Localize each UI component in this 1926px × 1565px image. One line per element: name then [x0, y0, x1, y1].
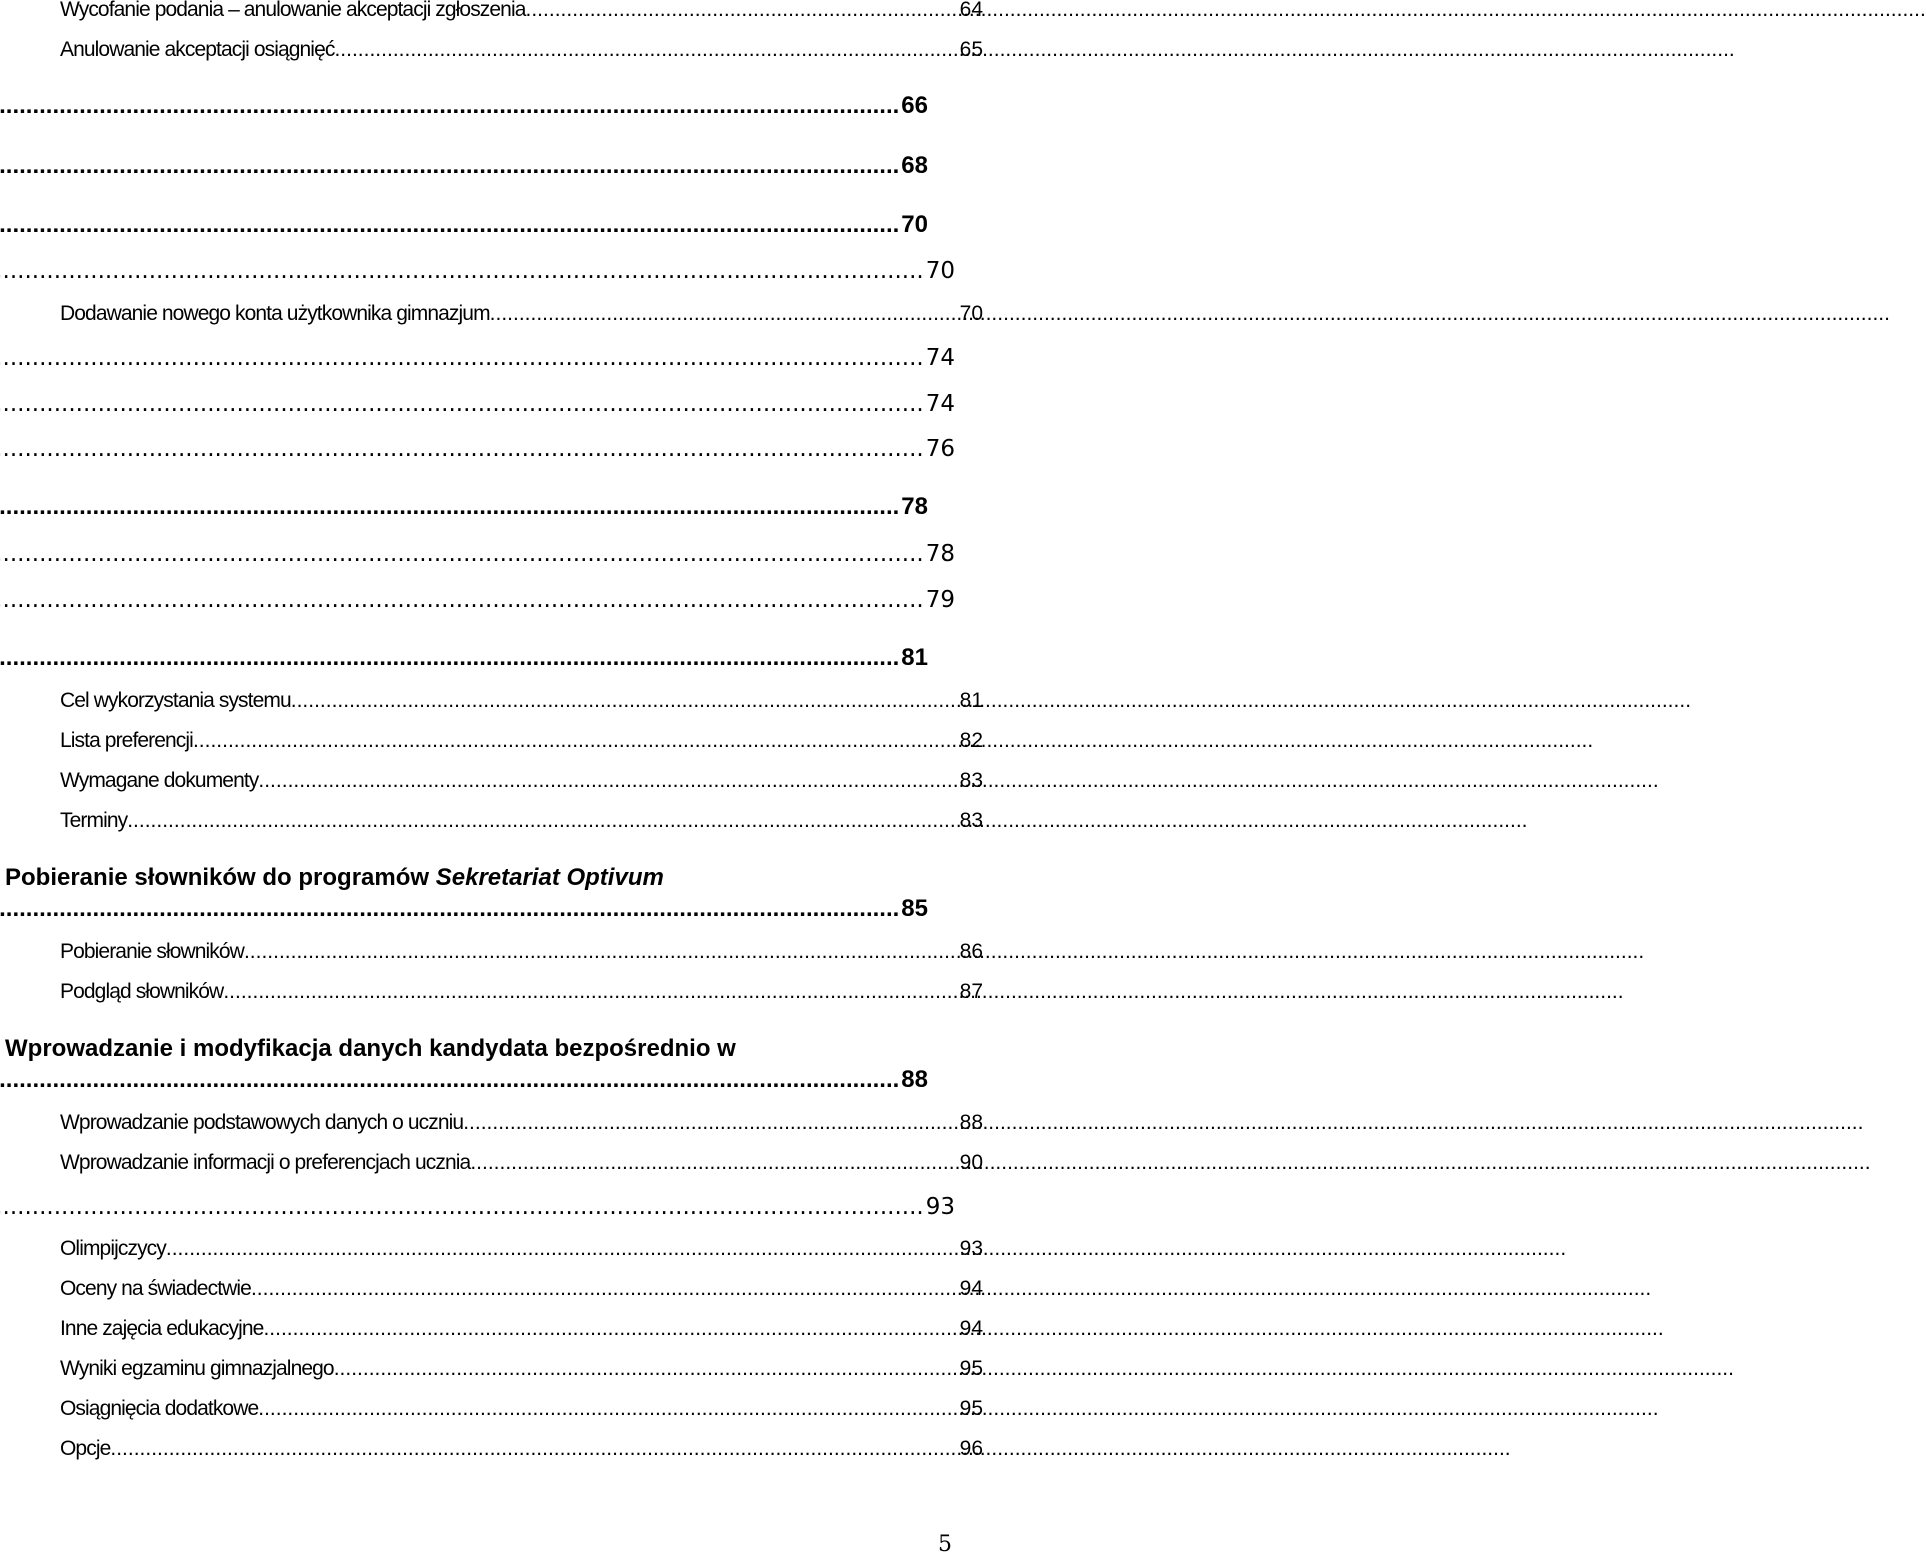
- toc-leader: [0, 391, 924, 417]
- toc-entry-title: Wprowadzanie informacji o preferencjach ucznia: [60, 1151, 471, 1174]
- toc-leader: [0, 92, 899, 120]
- toc-leader: [463, 1111, 957, 1135]
- toc-entry-title: Opcje: [60, 1437, 111, 1460]
- toc-entry-page: 64: [959, 0, 983, 21]
- toc-leader: [526, 0, 958, 22]
- toc-leader: [166, 1237, 958, 1261]
- toc-leader: [193, 729, 958, 753]
- toc-entry-page: 68: [901, 152, 928, 179]
- toc-entry-page: 93: [925, 1194, 955, 1220]
- toc-entry-page: 70: [959, 302, 983, 325]
- toc-leader: [0, 152, 899, 180]
- toc-leader: [223, 980, 957, 1004]
- toc-leader: [291, 689, 958, 713]
- toc-entry-title: Terminy: [60, 809, 128, 832]
- toc-leader: [0, 587, 924, 613]
- toc-entry-title: Oceny na świadectwie: [60, 1277, 251, 1300]
- toc-leader: [0, 258, 924, 284]
- toc-entry-page: 81: [901, 644, 928, 671]
- toc-entry-page: 70: [901, 211, 928, 238]
- toc-leader: [0, 1066, 899, 1094]
- toc-entry-page: 74: [925, 391, 955, 417]
- toc-entry-page: 95: [959, 1357, 983, 1380]
- toc-entry-title: Osiągnięcia dodatkowe: [60, 1397, 259, 1420]
- toc-entry-page: 94: [959, 1277, 983, 1300]
- toc-entry-page: 86: [959, 940, 983, 963]
- toc-entry-page: 85: [901, 895, 928, 922]
- toc-entry-page: 88: [901, 1066, 928, 1093]
- toc-entry-page: 96: [959, 1437, 983, 1460]
- toc-entry-title: Podgląd słowników: [60, 980, 224, 1003]
- toc-leader: [0, 345, 924, 371]
- toc-entry-title: Dodawanie nowego konta użytkownika gimnazjum: [60, 302, 490, 325]
- toc-entry-page: 93: [959, 1237, 983, 1260]
- toc-entry-title: Wyniki egzaminu gimnazjalnego: [60, 1357, 334, 1380]
- toc-entry-page: 83: [959, 809, 983, 832]
- toc-entry-page: 66: [901, 92, 928, 119]
- toc-entry-title: Inne zajęcia edukacyjne: [60, 1317, 264, 1340]
- toc-entry-title: Lista preferencji: [60, 729, 193, 752]
- toc-entry-title: Olimpijczycy: [60, 1237, 166, 1260]
- toc-leader: [251, 1277, 958, 1301]
- toc-leader: [0, 493, 899, 521]
- toc-entry-title: Anulowanie akceptacji osiągnięć: [60, 38, 335, 61]
- toc-entry-page: 81: [959, 689, 983, 712]
- toc-leader: [0, 541, 924, 567]
- toc-entry-title-line1: Wprowadzanie i modyfikacja danych kandydata bezpośrednio w: [5, 1035, 736, 1062]
- toc-leader: [490, 302, 958, 326]
- toc-entry-page: 78: [925, 541, 955, 567]
- toc-leader: [470, 1151, 957, 1175]
- toc-entry-title: Pobieranie słowników: [60, 940, 244, 963]
- toc-entry-page: 76: [925, 436, 955, 462]
- toc-entry-title: Wprowadzanie podstawowych danych o uczniu: [60, 1111, 464, 1134]
- toc-leader: [334, 1357, 958, 1381]
- toc-leader: [258, 769, 957, 793]
- toc-entry-page: 87: [959, 980, 983, 1003]
- toc-leader: [0, 211, 899, 239]
- toc-entry-page: 82: [959, 729, 983, 752]
- toc-leader: [263, 1317, 957, 1341]
- toc-leader: [0, 895, 899, 923]
- toc-entry-page: 78: [901, 493, 928, 520]
- toc-leader: [127, 809, 957, 833]
- page-number: 5: [938, 1532, 952, 1557]
- toc-entry-title-line1: Pobieranie słowników do programów Sekretariat Optivum: [5, 864, 664, 891]
- toc-entry-page: 90: [959, 1151, 983, 1174]
- toc-leader: [258, 1397, 957, 1421]
- toc-entry-page: 65: [959, 38, 983, 61]
- toc-entry-page: 70: [925, 258, 955, 284]
- toc-entry-title: Cel wykorzystania systemu: [60, 689, 291, 712]
- toc-entry-title: Wymagane dokumenty: [60, 769, 259, 792]
- toc-leader: [244, 940, 958, 964]
- toc-leader: [0, 644, 899, 672]
- toc-entry-title: Wycofanie podania – anulowanie akceptacji zgłoszenia: [60, 0, 526, 21]
- toc-entry-page: 79: [925, 587, 955, 613]
- toc-entry-page: 94: [959, 1317, 983, 1340]
- toc-leader: [110, 1437, 957, 1461]
- toc-entry-page: 83: [959, 769, 983, 792]
- toc-entry-page: 95: [959, 1397, 983, 1420]
- toc-entry-page: 88: [959, 1111, 983, 1134]
- toc-entry-page: 74: [925, 345, 955, 371]
- toc-leader: [334, 38, 957, 62]
- toc-leader: [0, 1194, 924, 1220]
- toc-leader: [0, 436, 924, 462]
